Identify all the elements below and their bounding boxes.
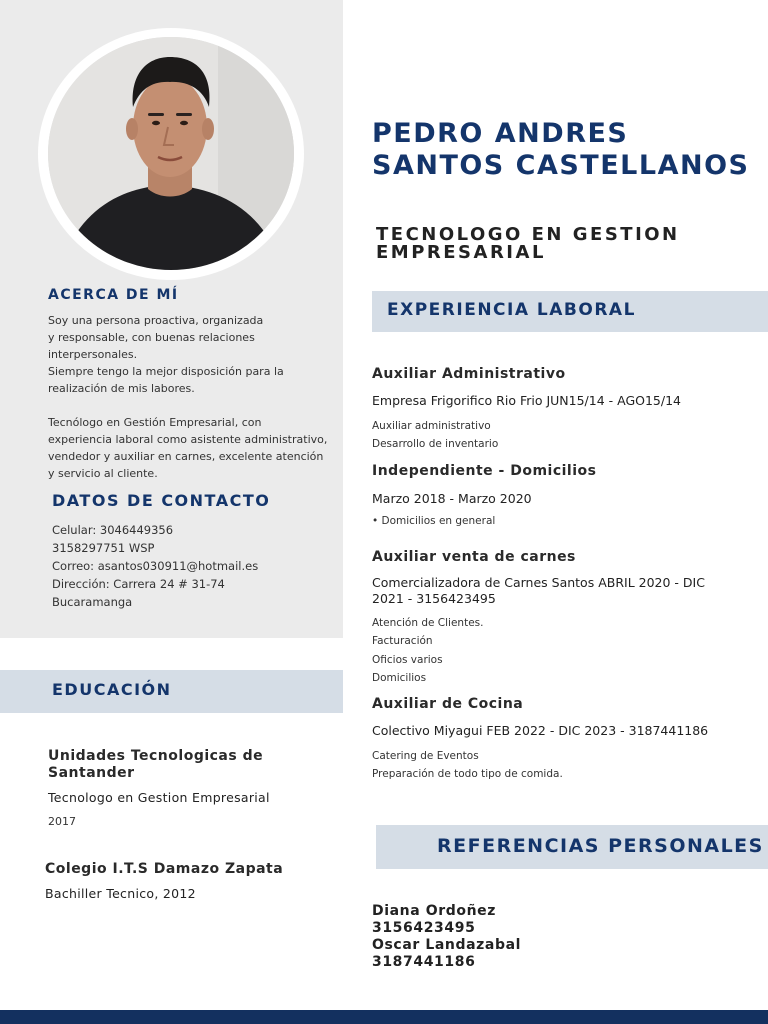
job-details-2: • Domicilios en general (372, 515, 496, 527)
reference-name-2: Oscar Landazabal (372, 937, 522, 953)
education-degree-2: Bachiller Tecnico, 2012 (45, 886, 196, 901)
education-year-1: 2017 (48, 815, 76, 828)
contact-email: Correo: asantos030911@hotmail.es (52, 559, 259, 573)
profession-title: TECNOLOGO EN GESTION EMPRESARIAL (376, 224, 680, 263)
job-company-1: Empresa Frigorifico Rio Frio JUN15/14 - AGO15/14 (372, 393, 682, 408)
contact-city: Bucaramanga (52, 595, 133, 609)
job-title-1: Auxiliar Administrativo (372, 366, 566, 382)
job-company-3: Comercializadora de Carnes Santos ABRIL 2020 - DIC 2021 - 3156423495 (372, 575, 705, 606)
job-details-1: Auxiliar administrativo Desarrollo de inventario (372, 420, 499, 450)
profile-photo (48, 37, 294, 270)
education-degree-1: Tecnologo en Gestion Empresarial (48, 790, 270, 805)
job-title-3: Auxiliar venta de carnes (372, 549, 576, 565)
job-details-3: Atención de Clientes. Facturación Oficios varios Domicilios (372, 617, 484, 684)
education-institution-1: Unidades Tecnologicas de Santander (48, 748, 264, 781)
job-title-4: Auxiliar de Cocina (372, 696, 524, 712)
contact-whatsapp: 3158297751 WSP (52, 541, 155, 555)
reference-name-1: Diana Ordoñez (372, 903, 497, 919)
job-details-4: Catering de Eventos Preparación de todo tipo de comida. (372, 750, 563, 780)
job-title-2: Independiente - Domicilios (372, 463, 597, 479)
full-name: PEDRO ANDRES SANTOS CASTELLANOS (372, 118, 750, 181)
reference-phone-1: 3156423495 (372, 920, 476, 936)
contact-info (52, 521, 258, 611)
references-heading: REFERENCIAS PERSONALES (437, 835, 764, 857)
contact-address: Dirección: Carrera 24 # 31-74 (52, 577, 225, 591)
contact-phone: Celular: 3046449356 (52, 523, 174, 537)
contact-heading: DATOS DE CONTACTO (52, 491, 271, 510)
reference-phone-2: 3187441186 (372, 954, 476, 970)
education-institution-2: Colegio I.T.S Damazo Zapata (45, 861, 284, 877)
experience-heading: EXPERIENCIA LABORAL (387, 300, 636, 320)
education-heading: EDUCACIÓN (52, 680, 172, 699)
about-heading: ACERCA DE MÍ (48, 287, 179, 303)
job-company-2: Marzo 2018 - Marzo 2020 (372, 491, 532, 506)
references-list (372, 903, 521, 971)
footer-bar (0, 1010, 768, 1024)
job-company-4: Colectivo Miyagui FEB 2022 - DIC 2023 - 3187441186 (372, 723, 709, 738)
about-text: Soy una persona proactiva, organizada y responsable, con buenas relaciones interpersonales. Siempre tengo la mejor disposición para la realización de mis labores. Tecnólogo en Gestión Empresarial, con experiencia laboral como asistente administrativo, vendedor y auxiliar en carnes, excelente atención y servicio al cliente. (48, 314, 328, 480)
